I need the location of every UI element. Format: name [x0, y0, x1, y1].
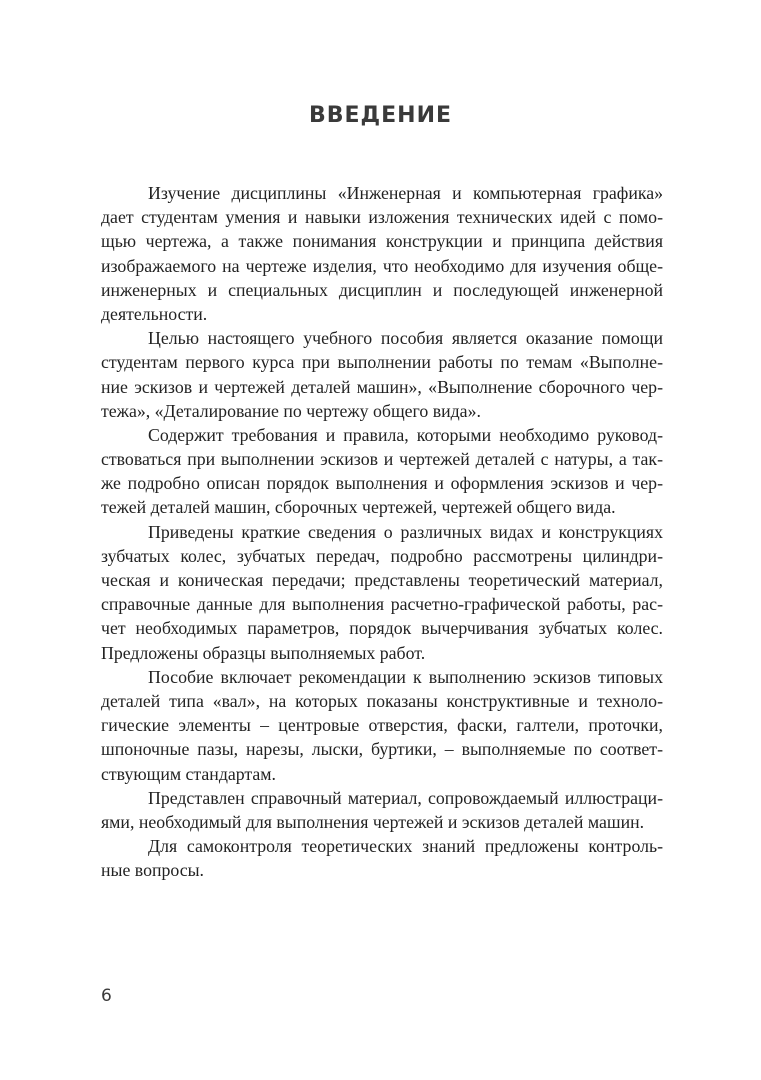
text-line: дает студентам умения и навыки изложения технических идей с помо- [101, 207, 663, 228]
text-line: ями, необходимый для выполнения чертежей и эскизов деталей машин. [101, 811, 645, 832]
page-number: 6 [101, 986, 112, 1006]
paragraph [101, 423, 663, 520]
text-line: Целью настоящего учебного пособия является оказание помощи [148, 328, 663, 349]
text-line: Содержит требования и правила, которыми необходимо руковод- [148, 424, 663, 445]
paragraph [101, 786, 663, 834]
text-line: Приведены краткие сведения о различных видах и конструкциях [148, 521, 663, 542]
paragraph [101, 181, 663, 326]
text-line: чет необходимых параметров, порядок вычерчивания зубчатых колес. [101, 618, 663, 639]
text-line: шпоночные пазы, нарезы, лыски, буртики, – выполняемые по соответ- [101, 739, 663, 760]
paragraph [101, 665, 663, 786]
body-text [101, 181, 663, 882]
page-title: ВВЕДЕНИЕ [308, 103, 453, 128]
text-line: справочные данные для выполнения расчетно-графической работы, рас- [101, 594, 663, 615]
text-line: Пособие включает рекомендации к выполнению эскизов типовых [148, 666, 663, 687]
text-line: студентам первого курса при выполнении работы по темам «Выполне- [101, 352, 663, 373]
text-line: деталей типа «вал», на которых показаны конструктивные и техноло- [101, 690, 663, 711]
paragraph [101, 834, 663, 882]
text-line: деятельности. [101, 303, 208, 324]
text-line: же подробно описан порядок выполнения и оформления эскизов и чер- [101, 473, 663, 494]
text-line: Представлен справочный материал, сопровождаемый иллюстраци- [148, 787, 663, 808]
text-line: щью чертежа, а также понимания конструкции и принципа действия [101, 231, 663, 252]
text-line: Предложены образцы выполняемых работ. [101, 642, 426, 663]
paragraph [101, 520, 663, 665]
text-line: инженерных и специальных дисциплин и последующей инженерной [101, 279, 663, 300]
text-line: тежа», «Деталирование по чертежу общего вида». [101, 400, 481, 421]
text-line: ние эскизов и чертежей деталей машин», «Выполнение сборочного чер- [101, 376, 663, 397]
text-line: зубчатых колес, зубчатых передач, подробно рассмотрены цилиндри- [101, 545, 663, 566]
text-line: Изучение дисциплины «Инженерная и компьютерная графика» [148, 183, 663, 203]
paragraph [101, 326, 663, 423]
text-line: гические элементы – центровые отверстия, фаски, галтели, проточки, [101, 715, 663, 736]
text-line: изображаемого на чертеже изделия, что необходимо для изучения обще- [101, 255, 663, 276]
text-line: Для самоконтроля теоретических знаний предложены контроль- [148, 836, 663, 857]
text-line: ствующим стандартам. [101, 763, 276, 784]
text-line: ствоваться при выполнении эскизов и чертежей деталей с натуры, а так- [101, 449, 663, 470]
text-line: ные вопросы. [101, 860, 204, 881]
text-line: тежей деталей машин, сборочных чертежей, чертежей общего вида. [101, 497, 616, 518]
text-line: ческая и коническая передачи; представлены теоретический материал, [101, 570, 663, 590]
